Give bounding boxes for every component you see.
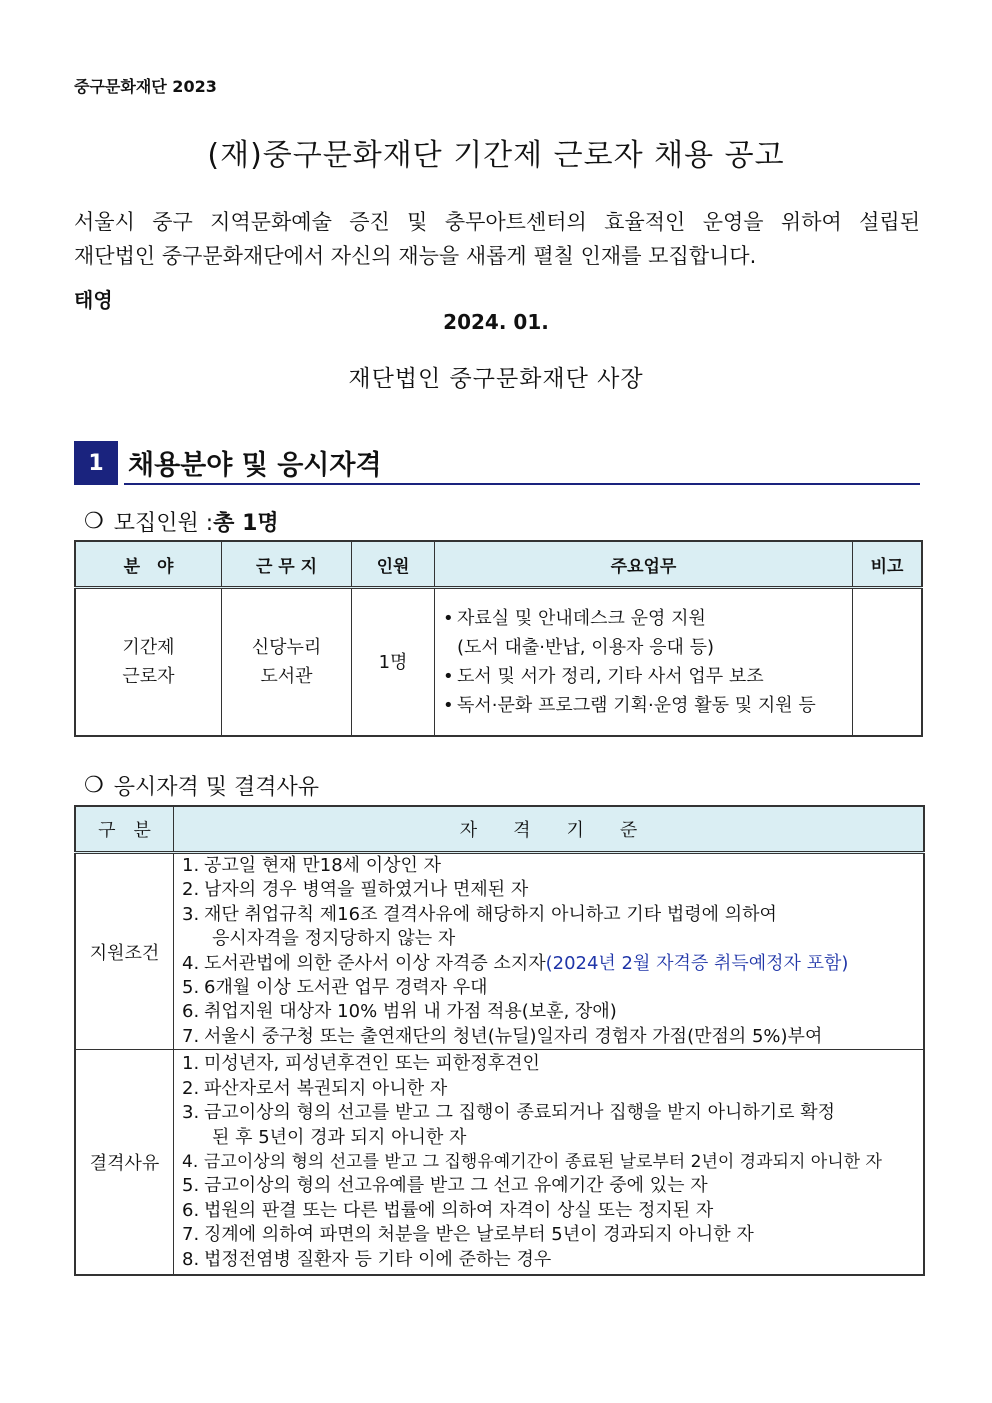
list-item (182, 1174, 917, 1198)
qualification-table (74, 805, 925, 1276)
list-item (182, 878, 917, 902)
item-text: 파산자로서 복권되지 아니한 자 (204, 1077, 448, 1099)
item-number: 4. (182, 952, 200, 974)
item-number: 2. (182, 1077, 200, 1099)
qualify-heading: 응시자격 및 결격사유 (113, 775, 319, 800)
header-location: 근 무 지 (222, 541, 352, 588)
item-text: 법원의 판결 또는 다른 법률에 의하여 자격이 상실 또는 정지된 자 (204, 1199, 714, 1221)
list-item (182, 1199, 917, 1223)
list-item-continued (182, 1126, 917, 1150)
list-item (182, 1101, 917, 1125)
apply-items (174, 853, 925, 1050)
issuer: 재단법인 중구문화재단 사장 (348, 366, 644, 392)
header-field: 분 야 (75, 541, 222, 588)
bullet-dot-icon: • (443, 695, 454, 716)
item-text: 법정전염병 질환자 등 기타 이에 준하는 경우 (204, 1248, 552, 1270)
section-title: 채용분야 및 응시자격 (128, 450, 382, 481)
item-text: 6개월 이상 도서관 업무 경력자 우대 (204, 977, 488, 999)
item-number: 1. (182, 1053, 200, 1075)
list-item (182, 854, 917, 878)
item-text: 취업지원 대상자 10% 범위 내 가점 적용(보훈, 장애) (204, 1001, 617, 1023)
list-item (182, 1223, 917, 1247)
duty-text: 독서·문화 프로그램 기획·운영 활동 및 지원 등 (457, 695, 816, 716)
duty-text: 도서 및 서가 정리, 기타 사서 업무 보조 (457, 666, 764, 687)
list-item (182, 952, 917, 976)
item-number: 5. (182, 977, 200, 999)
header-org: 중구문화재단 2023 (74, 77, 217, 96)
duty-item (443, 604, 844, 633)
table-header-row (75, 806, 924, 853)
location-line: 도서관 (260, 666, 313, 687)
item-number: 5. (182, 1175, 200, 1197)
item-number: 6. (182, 1199, 200, 1221)
list-item (182, 903, 917, 927)
item-number: 3. (182, 903, 200, 925)
table-row (75, 853, 924, 1050)
item-number: 2. (182, 879, 200, 901)
count-cell: 1명 (352, 588, 435, 737)
item-number: 8. (182, 1248, 200, 1270)
intro-line-2: 재단법인 중구문화재단에서 자신의 재능을 새롭게 펼칠 인재를 모집합니다. (74, 244, 757, 268)
location-line: 신당누리 (251, 637, 322, 658)
announcement-date: 2024. 01. (443, 310, 549, 334)
list-item (182, 1025, 917, 1049)
circle-bullet-icon: ❍ (84, 509, 104, 534)
table-row (75, 1050, 924, 1276)
list-item (182, 1052, 917, 1076)
location-cell (222, 588, 352, 737)
recruit-label: 모집인원 : (113, 511, 214, 536)
recruit-table (74, 540, 923, 737)
item-text: 도서관법에 의한 준사서 이상 자격증 소지자 (204, 952, 546, 974)
item-number: 1. (182, 855, 200, 876)
section-number-badge: 1 (74, 441, 118, 485)
bullet-dot-icon: • (443, 608, 454, 629)
list-item (182, 1150, 917, 1174)
duty-item-continued: (도서 대출·반납, 이용자 응대 등) (457, 637, 715, 658)
page-title: (재)중구문화재단 기간제 근로자 채용 공고 (207, 138, 785, 173)
note-cell (853, 588, 923, 737)
field-cell (75, 588, 222, 737)
disqualification-category: 결격사유 (75, 1050, 174, 1276)
item-text: 금고이상의 형의 선고를 받고 그 집행유예기간이 종료된 날로부터 2년이 경과되지 아니한 자 (204, 1152, 882, 1173)
name-stamp: 태영 (74, 288, 113, 312)
recruit-count: 총 1명 (213, 511, 279, 536)
list-item (182, 1000, 917, 1024)
intro-paragraph (74, 205, 920, 273)
list-item (182, 976, 917, 1000)
item-text: 서울시 중구청 또는 출연재단의 청년(뉴딜)일자리 경험자 가점(만점의 5%)부여 (204, 1025, 823, 1047)
item-number: 7. (182, 1025, 200, 1047)
header-category: 구 분 (75, 806, 174, 853)
item-text: 응시자격을 정지당하지 않는 자 (212, 928, 456, 950)
table-header-row (75, 541, 922, 588)
table-row (75, 588, 922, 737)
intro-line-1: 서울시 중구 지역문화예술 증진 및 충무아트센터의 효율적인 운영을 위하여 설립된 (74, 210, 920, 234)
bullet-dot-icon: • (443, 666, 454, 687)
list-item (182, 1248, 917, 1272)
item-text: 공고일 현재 만18세 이상인 자 (204, 855, 442, 876)
item-text: 남자의 경우 병역을 필하였거나 면제된 자 (204, 879, 529, 901)
item-number: 4. (182, 1152, 199, 1173)
header-note: 비고 (853, 541, 923, 588)
apply-category: 지원조건 (75, 853, 174, 1050)
subheading-qualify (84, 770, 319, 801)
item-number: 7. (182, 1224, 200, 1246)
duty-item (443, 691, 844, 720)
field-line: 근로자 (122, 666, 175, 687)
header-count: 인원 (352, 541, 435, 588)
disqualification-items (174, 1050, 925, 1276)
duties-cell (435, 588, 853, 737)
item-text: 징계에 의하여 파면의 처분을 받은 날로부터 5년이 경과되지 아니한 자 (204, 1224, 754, 1246)
item-text: 미성년자, 피성년후견인 또는 피한정후견인 (204, 1053, 540, 1075)
item-text: 금고이상의 형의 선고유예를 받고 그 선고 유예기간 중에 있는 자 (204, 1175, 708, 1197)
header-criteria: 자 격 기 준 (174, 806, 925, 853)
circle-bullet-icon: ❍ (84, 773, 104, 798)
item-note: (2024년 2월 자격증 취득예정자 포함) (545, 952, 849, 974)
list-item-continued (182, 927, 917, 951)
section-underline (124, 483, 920, 485)
item-number: 3. (182, 1102, 200, 1124)
duty-item (443, 662, 844, 691)
item-text: 된 후 5년이 경과 되지 아니한 자 (212, 1126, 467, 1148)
item-number: 6. (182, 1001, 200, 1023)
header-duties: 주요업무 (435, 541, 853, 588)
subheading-recruit (84, 506, 279, 537)
section-heading-1 (74, 441, 920, 485)
item-text: 재단 취업규칙 제16조 결격사유에 해당하지 아니하고 기타 법령에 의하여 (204, 903, 777, 925)
list-item (182, 1077, 917, 1101)
field-line: 기간제 (122, 637, 175, 658)
duty-text: 자료실 및 안내데스크 운영 지원 (457, 608, 706, 629)
item-text: 금고이상의 형의 선고를 받고 그 집행이 종료되거나 집행을 받지 아니하기로 확정 (204, 1102, 836, 1124)
